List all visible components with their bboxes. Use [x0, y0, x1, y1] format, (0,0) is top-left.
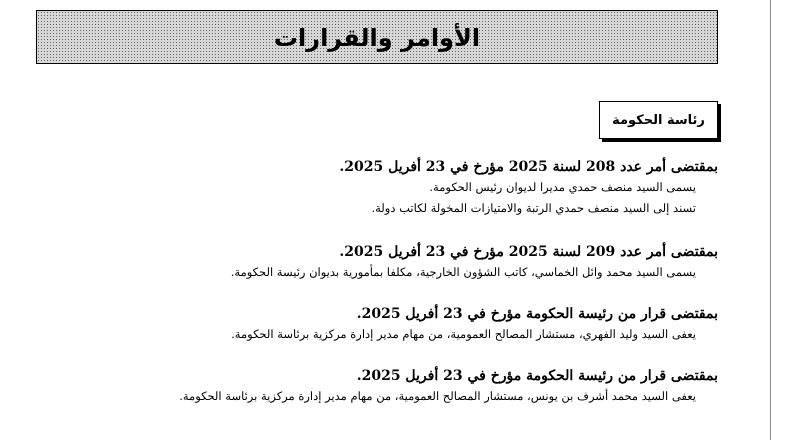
- decree-line: تسند إلى السيد منصف حمدي الرتبة والامتيازات المخولة لكاتب دولة.: [371, 201, 696, 215]
- page-edge-line: [770, 0, 771, 440]
- decision-entry: [78, 366, 718, 407]
- decree-line: يسمى السيد منصف حمدي مديرا لديوان رئيس الحكومة.: [429, 180, 696, 194]
- decision-entry: [78, 304, 718, 345]
- decision-line: يعفى السيد محمد أشرف بن يونس، مستشار المصالح العمومية، من مهام مدير إدارة مركزية برئاسة الحكومة.: [179, 389, 696, 403]
- section-box: [599, 101, 718, 139]
- decree-heading: بمقتضى أمر عدد 209 لسنة 2025 مؤرخ في 23 أفريل 2025.: [339, 244, 718, 260]
- section-title: رئاسة الحكومة: [612, 112, 705, 128]
- decree-line: يسمى السيد محمد وائل الخماسي، كاتب الشؤون الخارجية، مكلفا بمأمورية بديوان رئيسة الحكومة.: [230, 265, 696, 279]
- decree-entry: [78, 242, 718, 283]
- decision-heading: بمقتضى قرار من رئيسة الحكومة مؤرخ في 23 أفريل 2025.: [356, 368, 718, 384]
- decree-heading: بمقتضى أمر عدد 208 لسنة 2025 مؤرخ في 23 أفريل 2025.: [339, 159, 718, 175]
- decree-entry: [78, 157, 718, 219]
- decision-line: يعفى السيد وليد الفهري، مستشار المصالح العمومية، من مهام مدير إدارة مركزية برئاسة الحكومة.: [231, 327, 696, 341]
- title-banner: [36, 10, 718, 64]
- page-title: الأوامر والقرارات: [273, 24, 481, 52]
- decision-heading: بمقتضى قرار من رئيسة الحكومة مؤرخ في 23 أفريل 2025.: [356, 306, 718, 322]
